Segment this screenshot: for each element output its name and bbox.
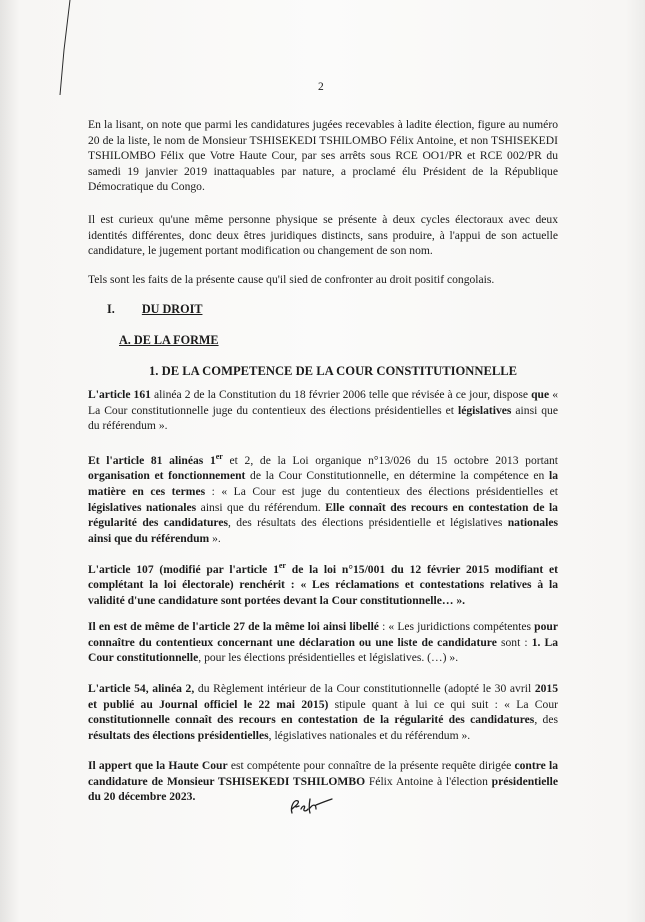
subsubsection-heading-competence: 1. DE LA COMPETENCE DE LA COUR CONSTITUTIONNELLE: [149, 364, 518, 378]
paragraph-article-161: L'article 161 alinéa 2 de la Constitution du 18 février 2006 telle que révisée à ce jour, dispose que « La Cour constitutionnelle juge du contentieux des élections présidentielles et législatives ainsi que du référendum ».: [88, 388, 559, 433]
paragraph-conclusion-facts: Tels sont les faits de la présente cause qu'il sied de confronter au droit positif congolais.: [88, 273, 495, 286]
paragraph-article-54: L'article 54, alinéa 2, du Règlement intérieur de la Cour constitutionnelle (adopté le 30 avril 2015 et publié au Journal officiel le 22 mai 2015) stipule quant à lui ce qui suit : « La Cour constitutionnelle connaît des recours en contestation de la régularité des candidatures, des résultats des élections présidentielles, législatives nationales et du référendum ».: [88, 682, 558, 742]
section-title: DU DROIT: [141, 302, 203, 316]
page-number: 2: [318, 81, 324, 93]
paragraph-article-27: Il en est de même de l'article 27 de la même loi ainsi libellé : « Les juridictions compétentes pour connaître du contentieux concernant une déclaration ou une liste de candidature sont : 1. La Cour constitutionnelle, pour les élections présidentielles et législatives. (…) ».: [88, 620, 559, 665]
section-heading-droit: [107, 302, 202, 317]
paragraph-article-107: L'article 107 (modifié par l'article 1er de la loi n°15/001 du 12 février 2015 modifiant et complétant la loi électorale) renchérit : « Les réclamations et contestations relatives à la validité d'une candidature sont portées devant la Cour constitutionnelle… ».: [88, 561, 559, 608]
section-number: I.: [107, 302, 115, 316]
paragraph-identity: Il est curieux qu'une même personne physique se présente à deux cycles électoraux avec deux identités différentes, donc deux êtres juridiques distincts, sans produire, à l'appui de son actuelle candidature, le jugement portant modification ou changement de son nom.: [88, 213, 558, 258]
paragraph-competence-conclusion: Il appert que la Haute Cour est compétente pour connaître de la présente requête dirigée contre la candidature de Monsieur TSHISEKEDI TSHILOMBO Félix Antoine à l'élection présidentielle du 20 décembre 2023.: [88, 759, 558, 804]
handwritten-initials: [286, 793, 334, 819]
margin-pen-stroke: [0, 0, 90, 300]
subsection-heading-forme: A. DE LA FORME: [119, 333, 219, 347]
paragraph-facts: En la lisant, on note que parmi les candidatures jugées recevables à ladite élection, figure au numéro 20 de la liste, le nom de Monsieur TSHISEKEDI TSHILOMBO Félix Antoine, et non TSHISEKEDI TSHILOMBO Félix que Votre Haute Cour, par ses arrêts sous RCE OO1/PR et RCE 002/PR du samedi 19 janvier 2019 inattaquables par nature, a proclamé élu Président de la République Démocratique du Congo.: [88, 118, 558, 194]
paragraph-article-81: Et l'article 81 alinéas 1er et 2, de la Loi organique n°13/026 du 15 octobre 2013 portant organisation et fonctionnement de la Cour Constitutionnelle, en détermine la compétence en la matière en ces termes : « La Cour est juge du contentieux des élections présidentielles et législatives nationales ainsi que du référendum. Elle connaît des recours en contestation de la régularité des candidatures, des résultats des élections présidentielle et législatives nationales ainsi que du référendum ».: [88, 452, 559, 545]
